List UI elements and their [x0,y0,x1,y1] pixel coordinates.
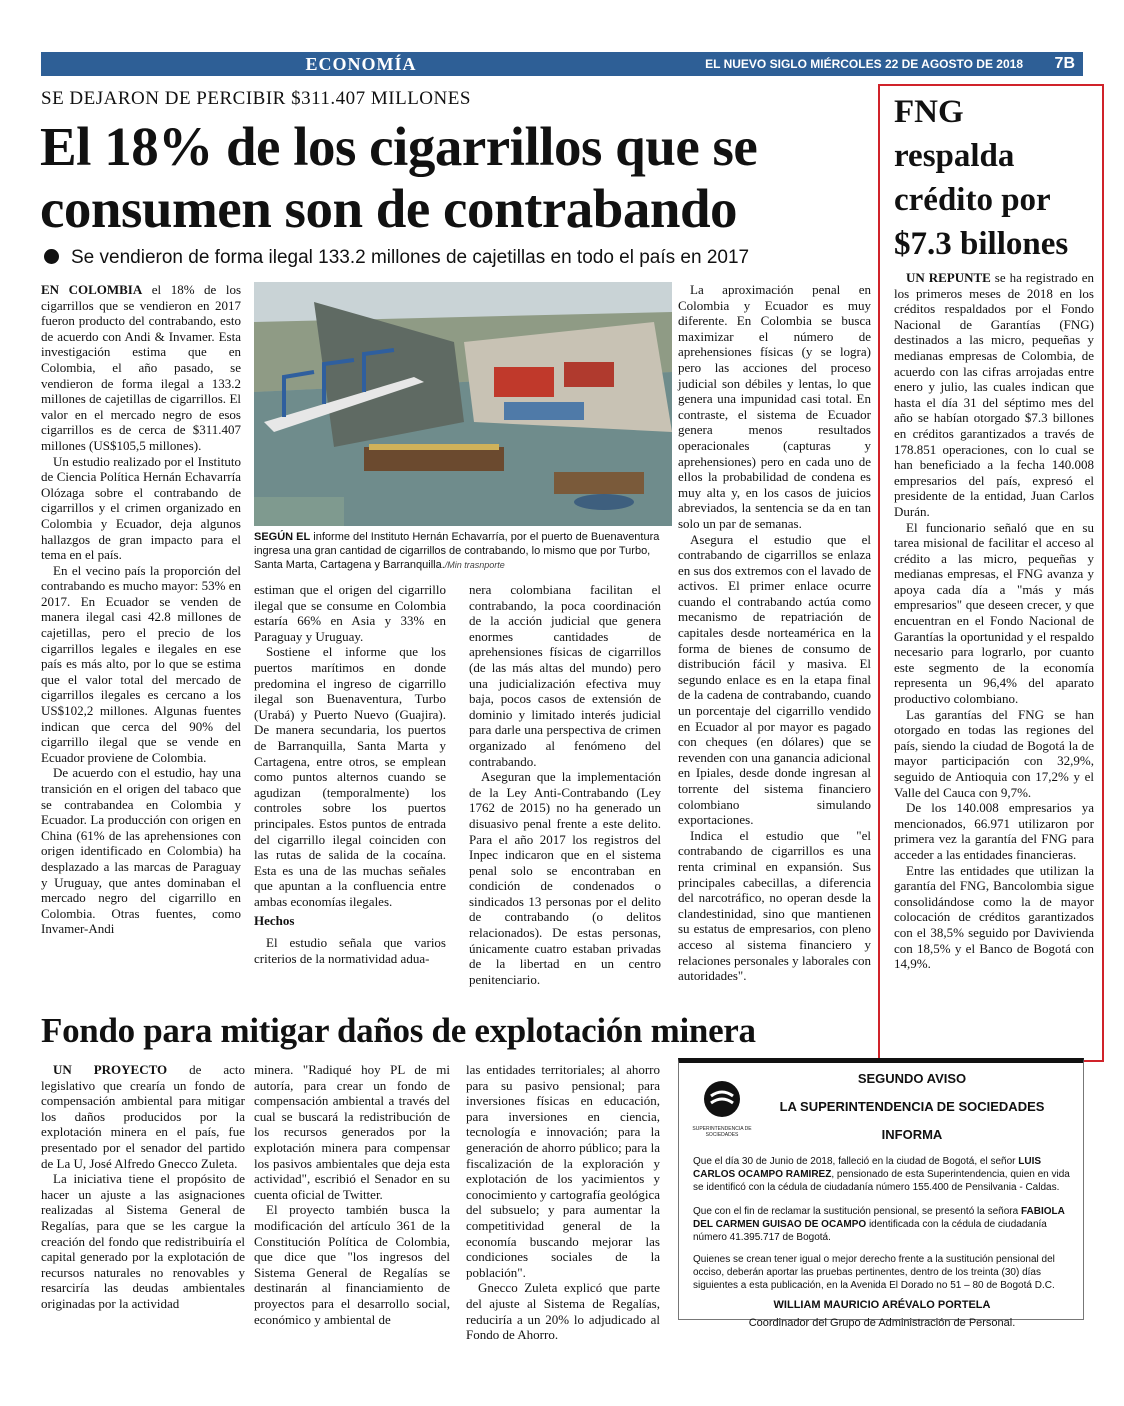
fng-sidebar [878,84,1104,1062]
paragraph: La aproximación penal en Colombia y Ecuador es muy diferente. En Colombia se busca maximizar el número de aprehensiones físicas (y se logra) pero las acciones del proceso judicial son débiles y lentas, lo que genera una impunidad casi total. En contraste, el sistema de Ecuador genera menos resultados operacionales (capturas y aprehensiones) pero en cada uno de ellos la probabilidad de condena es muy alta y, en los casos de juicios abreviados, la sentencia se da en tan solo un par de semanas. [678,282,871,531]
article-headline [40,116,860,240]
paragraph: De los 140.008 empresarios ya mencionados, 66.971 utilizaron por primera vez la garantía del FNG para acceder a las entidades financieras. [894,800,1094,862]
sidebar-headline: FNG respalda crédito por $7.3 billones [894,94,1069,262]
paragraph: Un estudio realizado por el Instituto de Ciencia Política Hernán Echavarría Olózaga sobre el contrabando de cigarrillos y el crimen organizado en Colombia y Ecuador, deja algunos hallazgos de gran impacto para el tema en el país. [41,453,241,563]
article-column-2 [254,582,446,966]
article-kicker: SE DEJARON DE PERCIBIR $311.407 MILLONES [41,88,471,109]
signer-title: Coordinador del Grupo de Administración de Personal. [748,1317,1016,1329]
headline-line-2: consumen son de contrabando [40,178,738,239]
port-aerial-image [254,282,672,526]
paragraph: EN COLOMBIA el 18% de los cigarrillos que se vendieron en 2017 fueron producto del contrabando, esto de acuerdo con Andi & Invamer. Esta investigación estima que en Colombia, el año pasado, se vendieron de forma ilegal a 133.2 millones de cajetillas de cigarrillos. El valor en el mercado negro de esos cigarrillos es de cerca de $311.407 millones (US$105,5 millones). [41,282,242,453]
lead-in: UN PROYECTO [53,1062,168,1077]
supersociedades-icon [702,1079,742,1119]
paragraph: La iniciativa tiene el propósito de hacer un ajuste a las asignaciones realizadas al Sistema General de Regalías, para que se les cargue la creación del fondo que redistribuiría el capital generado por la explotación de recursos naturales no renovables y resarciría las deudas ambientales originadas por la actividad [41,1171,245,1311]
signer-name: WILLIAM MAURICIO ARÉVALO PORTELA [773,1299,991,1311]
paragraph: Asegura el estudio que el contrabando de cigarrillos se enlaza en sus dos extremos con el lavado de activos. El primer enlace ocurre cuando el contrabando actúa como mecanismo de repatriación de capitales desde norteamérica en la forma de bienes de consumo de distribución fácil y masiva. El segundo enlace es en la etapa final de la cadena de contrabando, cuando un porcentaje del cigarrillo vendido en Ecuador al por mayor es pagado con cheques (en dólares) que se revenden con una ganancia adicional en Ipiales, desde donde ingresan al torrente del sistema financiero colombiano simulando exportaciones. [678,531,871,828]
paragraph: minera. "Radiqué hoy PL de mi autoría, para crear un fondo de compensación ambiental a través del cual se buscará la redistribución de los recursos generados por la explotación minera para compensar los pasivos ambientales que deja esta actividad", escribió el Senador en su cuenta oficial de Twitter. [254,1062,450,1202]
article2-column-2 [254,1062,450,1327]
legal-notice [678,1058,1084,1329]
lead-in: UN REPUNTE [906,270,991,285]
paragraph: UN PROYECTO de acto legislativo que crearía un fondo de compensación ambiental para mitigar los daños producidos por la explotación minera en el país, fue presentado por el senador del partido de La U, José Alfredo Gnecco Zuleta. [41,1062,245,1171]
notice-paragraph-2: Que con el fin de reclamar la sustitución pensional, se presentó la señora FABIOLA DEL CARMEN GUISAO DE OCAMPO identificada con la cédula de ciudadanía número 41.395.717 de Bogotá. [693,1206,1065,1243]
paragraph: UN REPUNTE se ha registrado en los primeros meses de 2018 en los créditos respaldados por el Fondo Nacional de Garantías (FNG) destinados a las micro, pequeñas y medianas empresas de Colombia, de acuerdo con las cifras arrojadas entre enero y julio, las cuales indican que hasta el día 31 del séptimo mes del año se habían otorgado $7.3 billones en créditos garantizados a través de 178.851 operaciones, con lo cual se han beneficiado a la fecha 140.008 empresarios del país, expresó el presidente de la entidad, Juan Carlos Durán. [894,270,1094,519]
paragraph: El estudio señala que varios criterios de la normatividad adua- [254,935,446,966]
section-header [41,52,1083,76]
paragraph: estiman que el origen del cigarrillo ilegal que se consume en Colombia estaría 66% en Asia y 33% en Paraguay y Uruguay. [254,582,446,644]
paragraph: Gnecco Zuleta explicó que parte del ajuste al Sistema de Regalías, reduciría a un 20% lo adjudicado al Fondo de Ahorro. [466,1280,660,1343]
headline-line-1: El 18% de los cigarrillos que se [40,116,758,177]
paragraph: En el vecino país la proporción del contrabando es mucho mayor: 53% en 2017. En Ecuador se venden de manera ilegal casi 42.8 millones de cajetillas, pero el precio de los cigarrillos legales e ilegales en ese país es más alto, por lo que se estima que el valor total del mercado de cigarrillos ilegales es cercano a los US$102,2 millones. Algunas fuentes indican que cerca del 90% del cigarrillo ilegal que se vende en Ecuador proviene de Colombia. [41,562,241,765]
page-number: 7B [1054,55,1075,72]
subheading: Hechos [254,913,295,929]
article2-column-1 [41,1062,245,1312]
sidebar-body [894,270,1094,972]
dateline: EL NUEVO SIGLO MIÉRCOLES 22 DE AGOSTO DE 2018 [705,57,1023,71]
caption-lead: SEGÚN EL [254,531,311,543]
notice-heading-1: SEGUNDO AVISO [857,1071,967,1086]
notice-paragraph-1: Que el día 30 de Junio de 2018, falleció en la ciudad de Bogotá, el señor LUIS CARLOS OCAMPO RAMIREZ, pensionado de esta Superintendencia, quien en vida se identificó con la cédula de ciudadanía número 155.400 de Pensilvania - Caldas. [693,1156,1070,1193]
photo-caption: SEGÚN EL informe del Instituto Hernán Echavarría, por el puerto de Buenaventura ingresa una gran cantidad de cigarrillos de contrabando, lo mismo que por Turbo, Santa Marta, Cartagena y Barranquilla./Min trasnporte [254,531,660,571]
port-photo [254,282,672,526]
paragraph: El proyecto también busca la modificación del artículo 361 de la Constitución Política de Colombia, que dice que "los ingresos del Sistema General de Regalías se destinarán al financiamiento de proyectos para el desarrollo social, económico y ambiental de [254,1202,450,1327]
article-column-1 [41,282,241,937]
paragraph: nera colombiana facilitan el contrabando, la poca coordinación de la acción judicial que genera enormes cantidades de aprehensiones físicas de cigarrillos (de las más altas del mundo) pero una judicialización efectiva muy baja, pocos casos de extensión de dominio y limitado interés judicial para darle una perspectiva de crimen organizado al fenómeno del contrabando. [469,582,661,769]
claimant-name: FABIOLA DEL CARMEN GUISAO DE OCAMPO [693,1206,1065,1230]
paragraph: Las garantías del FNG se han otorgado en todas las regiones del país, siendo la ciudad de Bogotá la de mayor participación con 32,9%, seguido de Antioquia con 17,2% y el Valle del Cauca con 9,7%. [894,706,1094,800]
notice-heading-2: LA SUPERINTENDENCIA DE SOCIEDADES [779,1099,1045,1114]
section-name: ECONOMÍA [305,54,417,74]
paragraph: Entre las entidades que utilizan la garantía del FNG, Bancolombia sigue consolidándose como la de mayor colocación de créditos garantizados con el 38,5% seguido por Davivienda con 18,5% y el Banco de Bogotá con 14,9%. [894,862,1094,972]
paragraph: las entidades territoriales; al ahorro para su pasivo pensional; para inversiones físicas en educación, para inversiones en ciencia, tecnología e innovación; para la generación de ahorro público; para la fiscalización de la exploración y explotación de los yacimientos y conocimiento y cartografía geológica del subsuelo; y para aumentar la competitividad general de la economía buscando mejorar las condiciones sociales de la población". [466,1062,660,1280]
lead-in: EN COLOMBIA [41,282,143,297]
article2-headline: Fondo para mitigar daños de explotación minera [41,1011,756,1050]
article2-column-3 [466,1062,660,1343]
notice-heading-3: INFORMA [881,1127,943,1142]
deceased-name: LUIS CARLOS OCAMPO RAMIREZ [693,1156,1042,1180]
subhead-text: Se vendieron de forma ilegal 133.2 millones de cajetillas en todo el país en 2017 [71,247,750,268]
logo-text: SUPERINTENDENCIA DE SOCIEDADES [692,1126,752,1138]
article-subhead [44,247,749,269]
bullet-icon [44,249,59,264]
paragraph: El funcionario señaló que en su tarea misional de facilitar el acceso al crédito a las micro, pequeñas y medianas empresas, el FNG avanza y apoya cada día a "más y más empresarios" que deseen crecer, y que encuentran en el Fondo Nacional de Garantías la oportunidad y el respaldo necesario para lograrlo, por cuanto este segmento de la economía representa un 96,4% del aparato productivo colombiano. [894,519,1094,707]
photo-credit: /Min trasnporte [444,560,505,570]
paragraph: Sostiene el informe que los puertos marítimos en donde predomina el ingreso de cigarrillo ilegal son Buenaventura, Turbo (Urabá) y Puerto Nuevo (Guajira). De manera secundaria, los puertos de Barranquilla, Santa Marta y Cartagena, entre otros, se emplean como puntos alternos cuando se agudizan (temporalmente) los controles sobre los puertos principales. Estos puntos de entrada del cigarrillo ilegal coinciden con las rutas de salida de la cocaína. Esta es una de las muchas señales que apuntan a la confluencia entre ambas economías ilegales. [254,644,446,909]
article-column-4 [678,282,871,984]
article-column-3 [469,582,661,987]
paragraph: Indica el estudio que "el contrabando de cigarrillos es una renta criminal en expansión. Sus principales cabecillas, a diferencia del narcotráfico, no operan desde la clandestinidad, sino que mantienen su estatus de empresarios, con pleno acceso al sistema financiero y relaciones personales y laborales con autoridades". [678,827,871,984]
paragraph: Aseguran que la implementación de la Ley Anti-Contrabando (Ley 1762 de 2015) no ha generado un disuasivo penal frente a este delito. Para el año 2017 los registros del Inpec indicaron que en el sistema penal solo se encontraban en condición de condenados o sindicados 13 personas por el delito de contrabando (o delitos relacionados). De estas personas, únicamente cuatro estaban privadas de la libertad en un centro penitenciario. [469,769,661,987]
notice-paragraph-3: Quienes se crean tener igual o mejor derecho frente a la sustitución pensional del occiso, deberán aportar las pruebas pertinentes, dentro de los treinta (30) días siguientes a esta publicación, en la Avenida El Dorado no 51 – 80 de Bogotá D.C. [693,1254,1055,1291]
paragraph: De acuerdo con el estudio, hay una transición en el origen del tabaco que se contrabandea en Colombia y Ecuador. La producción con origen en China (61% de las aprehensiones con origen identificado en Colombia) ha desplazado a las marcas de Paraguay y Uruguay, que antes dominaban el mercado negro del cigarrillo en Colombia. Otras fuentes, como Invamer-Andi [41,765,241,937]
